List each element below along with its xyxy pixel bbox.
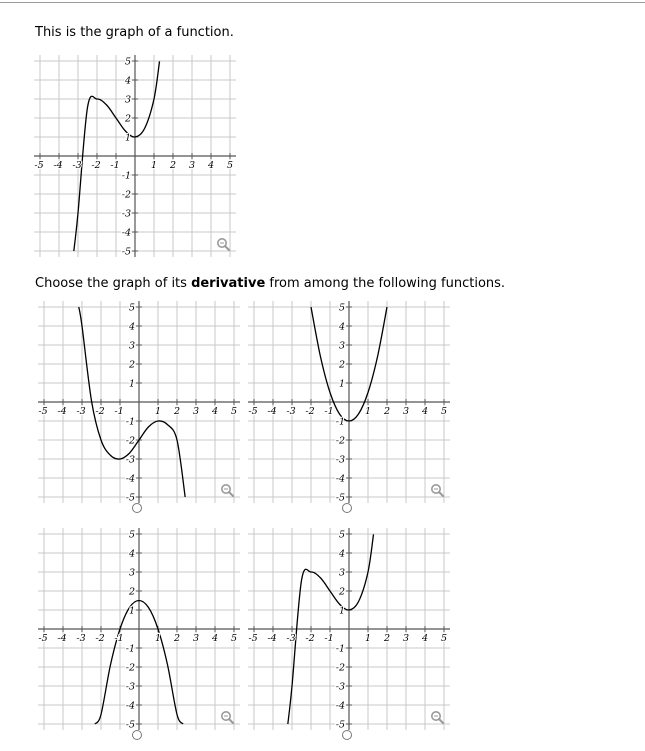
option-2-graph[interactable] [248,301,450,503]
x-tick-label: -2 [95,633,105,644]
x-tick-label: -3 [72,160,82,171]
y-tick-label: -3 [335,681,345,693]
x-tick-label: 3 [192,406,200,417]
axes [34,55,236,257]
y-tick-label: 2 [124,113,131,125]
y-tick-label: -5 [121,246,131,258]
y-tick-label: 1 [124,132,131,144]
x-tick-label: 5 [230,406,238,417]
x-tick-label: 4 [421,633,429,644]
y-tick-label: 2 [338,586,345,598]
x-tick-label: -5 [34,160,44,171]
y-tick-label: -4 [125,473,135,485]
tick-labels [248,530,447,731]
x-tick-label: -4 [53,160,63,171]
option-1-graph[interactable] [38,301,240,503]
y-tick-label: 1 [338,605,345,617]
question-line-1: This is the graph of a function. [35,25,234,40]
y-tick-label: -4 [335,700,345,712]
x-tick-label: -3 [286,406,296,417]
y-tick-label: -3 [121,208,131,220]
y-tick-label: -2 [125,435,135,447]
x-tick-label: -4 [267,633,277,644]
y-tick-label: -5 [335,719,345,731]
x-tick-label: -1 [324,406,334,417]
magnifier-icon[interactable] [432,712,443,723]
x-tick-label: -5 [248,633,258,644]
y-tick-label: 4 [128,321,135,333]
x-tick-label: -5 [38,633,48,644]
y-tick-label: 3 [338,340,345,352]
x-tick-label: -1 [110,160,120,171]
y-tick-label: -2 [335,435,345,447]
x-tick-label: 5 [440,406,448,417]
x-tick-label: -1 [324,633,334,644]
y-tick-label: -4 [121,227,131,239]
question-text-bold: derivative [191,276,266,291]
y-tick-label: 1 [338,378,345,390]
y-tick-label: 1 [128,378,135,390]
y-tick-label: 5 [128,302,135,314]
tick-labels [34,57,233,258]
x-tick-label: 1 [154,406,162,417]
y-tick-label: 3 [128,340,135,352]
x-tick-label: -4 [57,406,67,417]
x-tick-label: 3 [192,633,200,644]
y-tick-label: -4 [335,473,345,485]
y-tick-label: -1 [125,416,135,428]
x-tick-label: 4 [421,406,429,417]
y-tick-label: -2 [335,662,345,674]
x-tick-label: 5 [226,160,234,171]
tick-labels [38,303,237,504]
question-text-before: Choose the graph of its [35,276,192,291]
y-tick-label: 2 [128,586,135,598]
x-tick-label: -5 [248,406,258,417]
x-tick-label: 2 [169,160,177,171]
magnifier-icon[interactable] [432,485,443,496]
option-1-radio-button[interactable] [132,503,142,513]
x-tick-label: -1 [114,633,124,644]
x-tick-label: 1 [364,406,372,417]
y-tick-label: 5 [128,529,135,541]
axes [38,301,240,503]
question-text-after: from among the following functions. [265,276,506,291]
y-tick-label: -3 [125,681,135,693]
y-tick-label: -1 [125,643,135,655]
x-tick-label: -5 [38,406,48,417]
y-tick-label: 4 [338,548,345,560]
x-tick-label: -4 [57,633,67,644]
x-tick-label: 1 [150,160,158,171]
y-tick-label: 4 [124,75,131,87]
x-tick-label: -3 [76,406,86,417]
y-tick-label: 3 [128,567,135,579]
x-tick-label: -3 [286,633,296,644]
question-line-2 [35,276,505,291]
x-tick-label: -2 [305,633,315,644]
y-tick-label: 3 [338,567,345,579]
y-tick-label: -5 [335,492,345,504]
y-tick-label: 1 [128,605,135,617]
x-tick-label: 2 [173,633,181,644]
magnifier-icon[interactable] [222,485,233,496]
option-4-graph[interactable] [248,528,450,730]
y-tick-label: -3 [335,454,345,466]
y-tick-label: -3 [125,454,135,466]
tick-labels [248,303,447,504]
axes [248,301,450,503]
y-tick-label: 2 [338,359,345,371]
x-tick-label: 2 [383,406,391,417]
x-tick-label: -2 [91,160,101,171]
axes [248,528,450,730]
y-tick-label: -4 [125,700,135,712]
x-tick-label: -1 [114,406,124,417]
x-tick-label: 3 [402,633,410,644]
x-tick-label: 4 [211,633,219,644]
y-tick-label: -2 [121,189,131,201]
magnifier-icon[interactable] [218,239,229,250]
tick-labels [38,530,237,731]
y-tick-label: 5 [338,529,345,541]
y-tick-label: -1 [121,170,131,182]
y-tick-label: 5 [338,302,345,314]
x-tick-label: -2 [305,406,315,417]
magnifier-icon[interactable] [222,712,233,723]
x-tick-label: 3 [402,406,410,417]
y-tick-label: -1 [335,643,345,655]
y-tick-label: 2 [128,359,135,371]
x-tick-label: -3 [76,633,86,644]
x-tick-label: 2 [173,406,181,417]
option-4-radio-button[interactable] [342,730,352,740]
x-tick-label: -4 [267,406,277,417]
x-tick-label: 1 [154,633,162,644]
y-tick-label: 5 [124,56,131,68]
y-tick-label: -1 [335,416,345,428]
y-tick-label: 4 [128,548,135,560]
x-tick-label: -2 [95,406,105,417]
x-tick-label: 1 [364,633,372,644]
x-tick-label: 5 [440,633,448,644]
y-tick-label: 4 [338,321,345,333]
y-tick-label: -5 [125,492,135,504]
x-tick-label: 3 [188,160,196,171]
x-tick-label: 4 [207,160,215,171]
top-divider [0,2,645,3]
x-tick-label: 2 [383,633,391,644]
y-tick-label: -5 [125,719,135,731]
option-3-radio-button[interactable] [132,730,142,740]
axes [38,528,240,730]
x-tick-label: 5 [230,633,238,644]
y-tick-label: 3 [124,94,131,106]
option-2-radio-button[interactable] [342,503,352,513]
option-3-graph[interactable] [38,528,240,730]
given-function-graph [34,55,236,257]
y-tick-label: -2 [125,662,135,674]
x-tick-label: 4 [211,406,219,417]
